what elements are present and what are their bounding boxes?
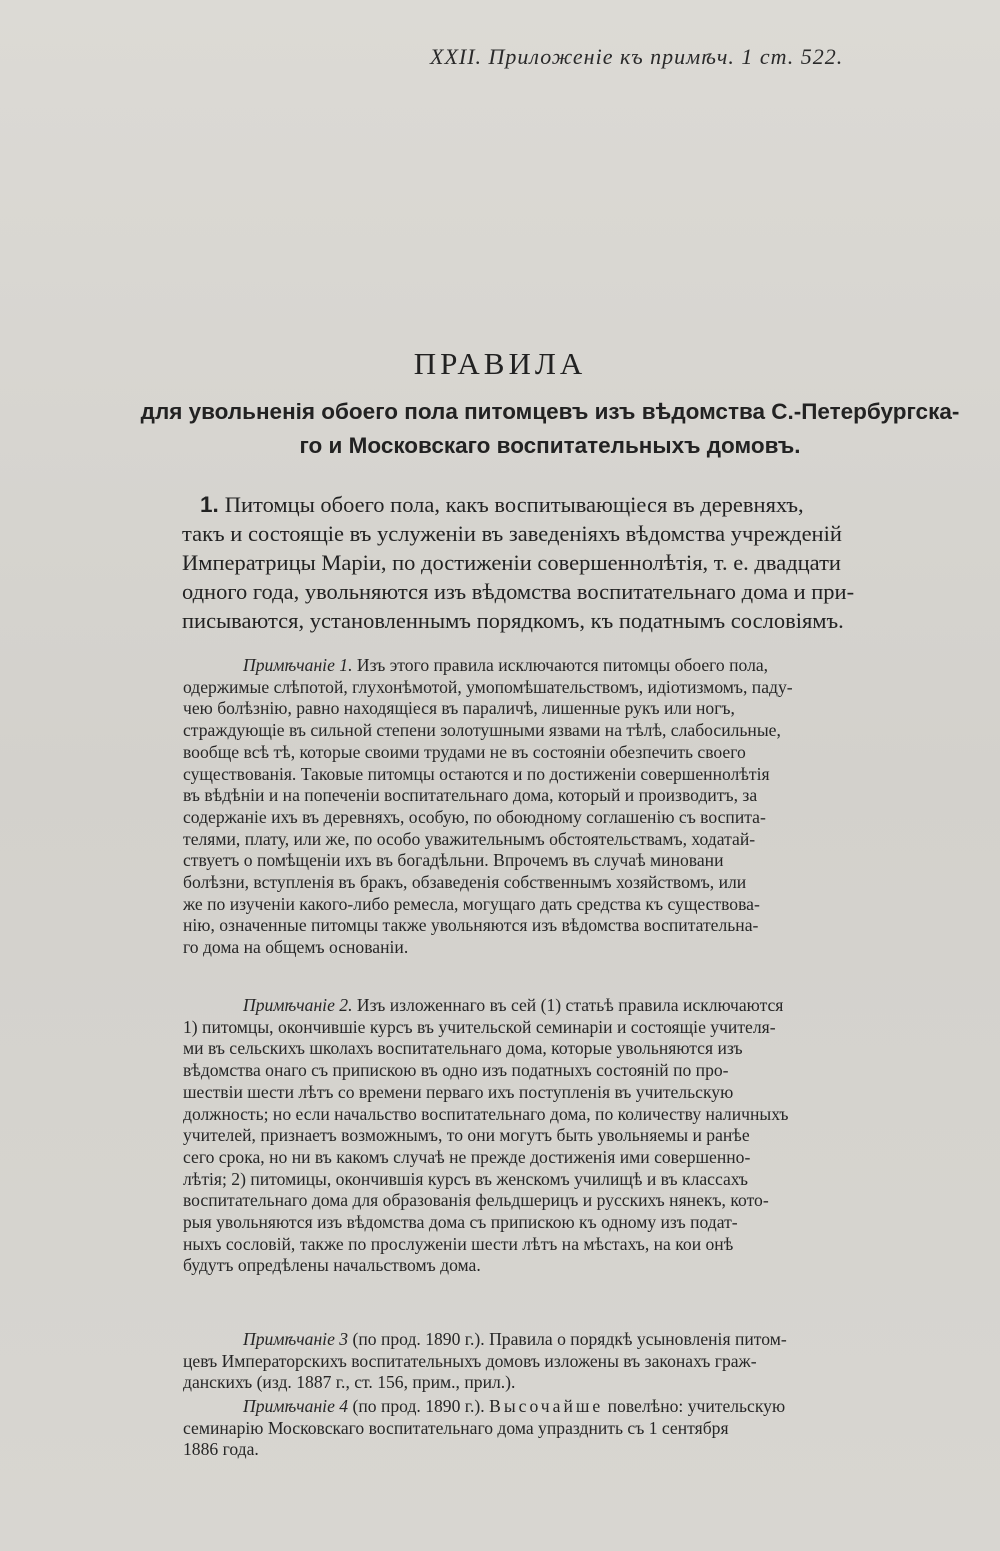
note-line: существованiя. Таковые питомцы остаются и по достиженiи совершеннолѣтiя [183, 763, 770, 784]
note-text: Изъ изложеннаго въ сей (1) статьѣ правила исключаются [356, 995, 784, 1015]
article-line: Императрицы Марiи, по достиженiи совершеннолѣтiя, т. е. двадцати [182, 550, 841, 575]
article-line: такъ и состоящiе въ услуженiи въ заведенiяхъ вѣдомства учрежденiй [182, 521, 842, 546]
note-line: лѣтiя; 2) питомицы, окончившiя курсъ въ женскомъ училищѣ и въ классахъ [183, 1168, 749, 1189]
note-label: Примѣчанiе 1. [243, 655, 353, 675]
note-line [183, 1396, 951, 1418]
article-text: Питомцы обоего пола, какъ воспитывающiеся въ деревняхъ, [224, 492, 804, 517]
note-2 [183, 995, 951, 1277]
subtitle-line: для увольненiя обоего пола питомцевъ изъ вѣдомства С.-Петербургска- [140, 399, 960, 424]
note-line [183, 1329, 951, 1351]
article-line: одного года, увольняются изъ вѣдомства воспитательнаго дома и при- [182, 579, 855, 604]
note-line: ствуетъ о помѣщенiи ихъ въ богадѣльни. Впрочемъ въ случаѣ миновани [183, 850, 724, 871]
article-line [182, 490, 962, 519]
note-text: повелѣно: учительскую [607, 1396, 786, 1416]
note-line: цевъ Императорскихъ воспитательныхъ домовъ изложены въ законахъ граж- [183, 1350, 757, 1371]
note-line: содержанiе ихъ въ деревняхъ, особую, по обоюдному соглашенiю съ воспита- [183, 806, 766, 827]
note-text: (по прод. 1890 г.). [352, 1396, 485, 1416]
note-line [183, 655, 951, 677]
note-line: учителей, признаетъ возможнымъ, то они могутъ быть увольняемы и ранѣе [183, 1125, 750, 1146]
note-line: же по изученiи какого-либо ремесла, могущаго дать средства къ существова- [183, 893, 760, 914]
note-1 [183, 655, 951, 959]
note-3 [183, 1329, 951, 1394]
note-line: шествiи шести лѣтъ со времени перваго ихъ поступленiя въ учительскую [183, 1081, 734, 1102]
note-emphasis: Высочайше [489, 1396, 604, 1416]
note-label: Примѣчанiе 3 [243, 1329, 349, 1349]
note-line: въ вѣдѣнiи и на попеченiи воспитательнаго дома, который и производитъ, за [183, 785, 758, 806]
subtitle-line: го и Московскаго воспитательныхъ домовъ. [299, 433, 801, 458]
note-line: го дома на общемъ основанiи. [183, 937, 409, 958]
note-line: сего срока, но ни въ какомъ случаѣ не прежде достиженiя ими совершенно- [183, 1146, 751, 1167]
article-number: 1. [200, 492, 219, 517]
note-line: будутъ опредѣлены начальствомъ дома. [183, 1255, 481, 1276]
note-line: чею болѣзнiю, равно находящiеся въ параличѣ, лишенные рукъ или ногъ, [183, 698, 735, 719]
note-line: вѣдомства онаго съ припискою въ одно изъ податныхъ состоянiй по про- [183, 1060, 729, 1081]
note-line: страждующiе въ сильной степени золотушными язвами на тѣлѣ, слабосильные, [183, 720, 781, 741]
note-line: должность; но если начальство воспитательнаго дома, по количеству наличныхъ [183, 1103, 789, 1124]
running-header: XXII. Приложенiе къ примѣч. 1 ст. 522. [430, 44, 844, 69]
note-text: Изъ этого правила исключаются питомцы обоего пола, [356, 655, 769, 675]
note-line: телями, плату, или же, по особо уважительнымъ обстоятельствамъ, ходатай- [183, 828, 756, 849]
note-label: Примѣчанiе 2. [243, 995, 353, 1015]
note-line [183, 995, 951, 1017]
note-line: воспитательнаго дома для образованiя фельдшерицъ и русскихъ нянекъ, кото- [183, 1190, 769, 1211]
document-subtitle [135, 395, 965, 463]
note-line: ныхъ сословiй, также по прослуженiи шести лѣтъ на мѣстахъ, на кои онѣ [183, 1233, 734, 1254]
article-line: писываются, установленнымъ порядкомъ, къ податнымъ сословiямъ. [182, 608, 844, 633]
note-line: болѣзни, вступленiя въ бракъ, обзаведенiя собственнымъ хозяйствомъ, или [183, 872, 747, 893]
note-line: одержимые слѣпотой, глухонѣмотой, умопомѣшательствомъ, идiотизмомъ, паду- [183, 676, 793, 697]
note-line: данскихъ (изд. 1887 г., ст. 156, прим., прил.). [183, 1372, 516, 1393]
note-label: Примѣчанiе 4 [243, 1396, 349, 1416]
note-line: семинарiю Московскаго воспитательнаго дома упразднить съ 1 сентября [183, 1417, 729, 1438]
note-text: (по прод. 1890 г.). Правила о порядкѣ усыновленiя питом- [352, 1329, 787, 1349]
note-line: 1) питомцы, окончившiе курсъ въ учительской семинарiи и состоящiе учителя- [183, 1016, 776, 1037]
note-line: 1886 года. [183, 1439, 259, 1460]
document-title: ПРАВИЛА [413, 346, 587, 381]
note-line: нiю, означенные питомцы также увольняются изъ вѣдомства воспитательна- [183, 915, 759, 936]
note-line: ми въ сельскихъ школахъ воспитательнаго дома, которые увольняются изъ [183, 1038, 743, 1059]
note-line: рыя увольняются изъ вѣдомства дома съ припискою къ одному изъ подат- [183, 1212, 738, 1233]
article-1 [182, 490, 962, 635]
note-4 [183, 1396, 951, 1461]
note-line: вообще всѣ тѣ, которые своими трудами не въ состоянiи обезпечить своего [183, 741, 746, 762]
